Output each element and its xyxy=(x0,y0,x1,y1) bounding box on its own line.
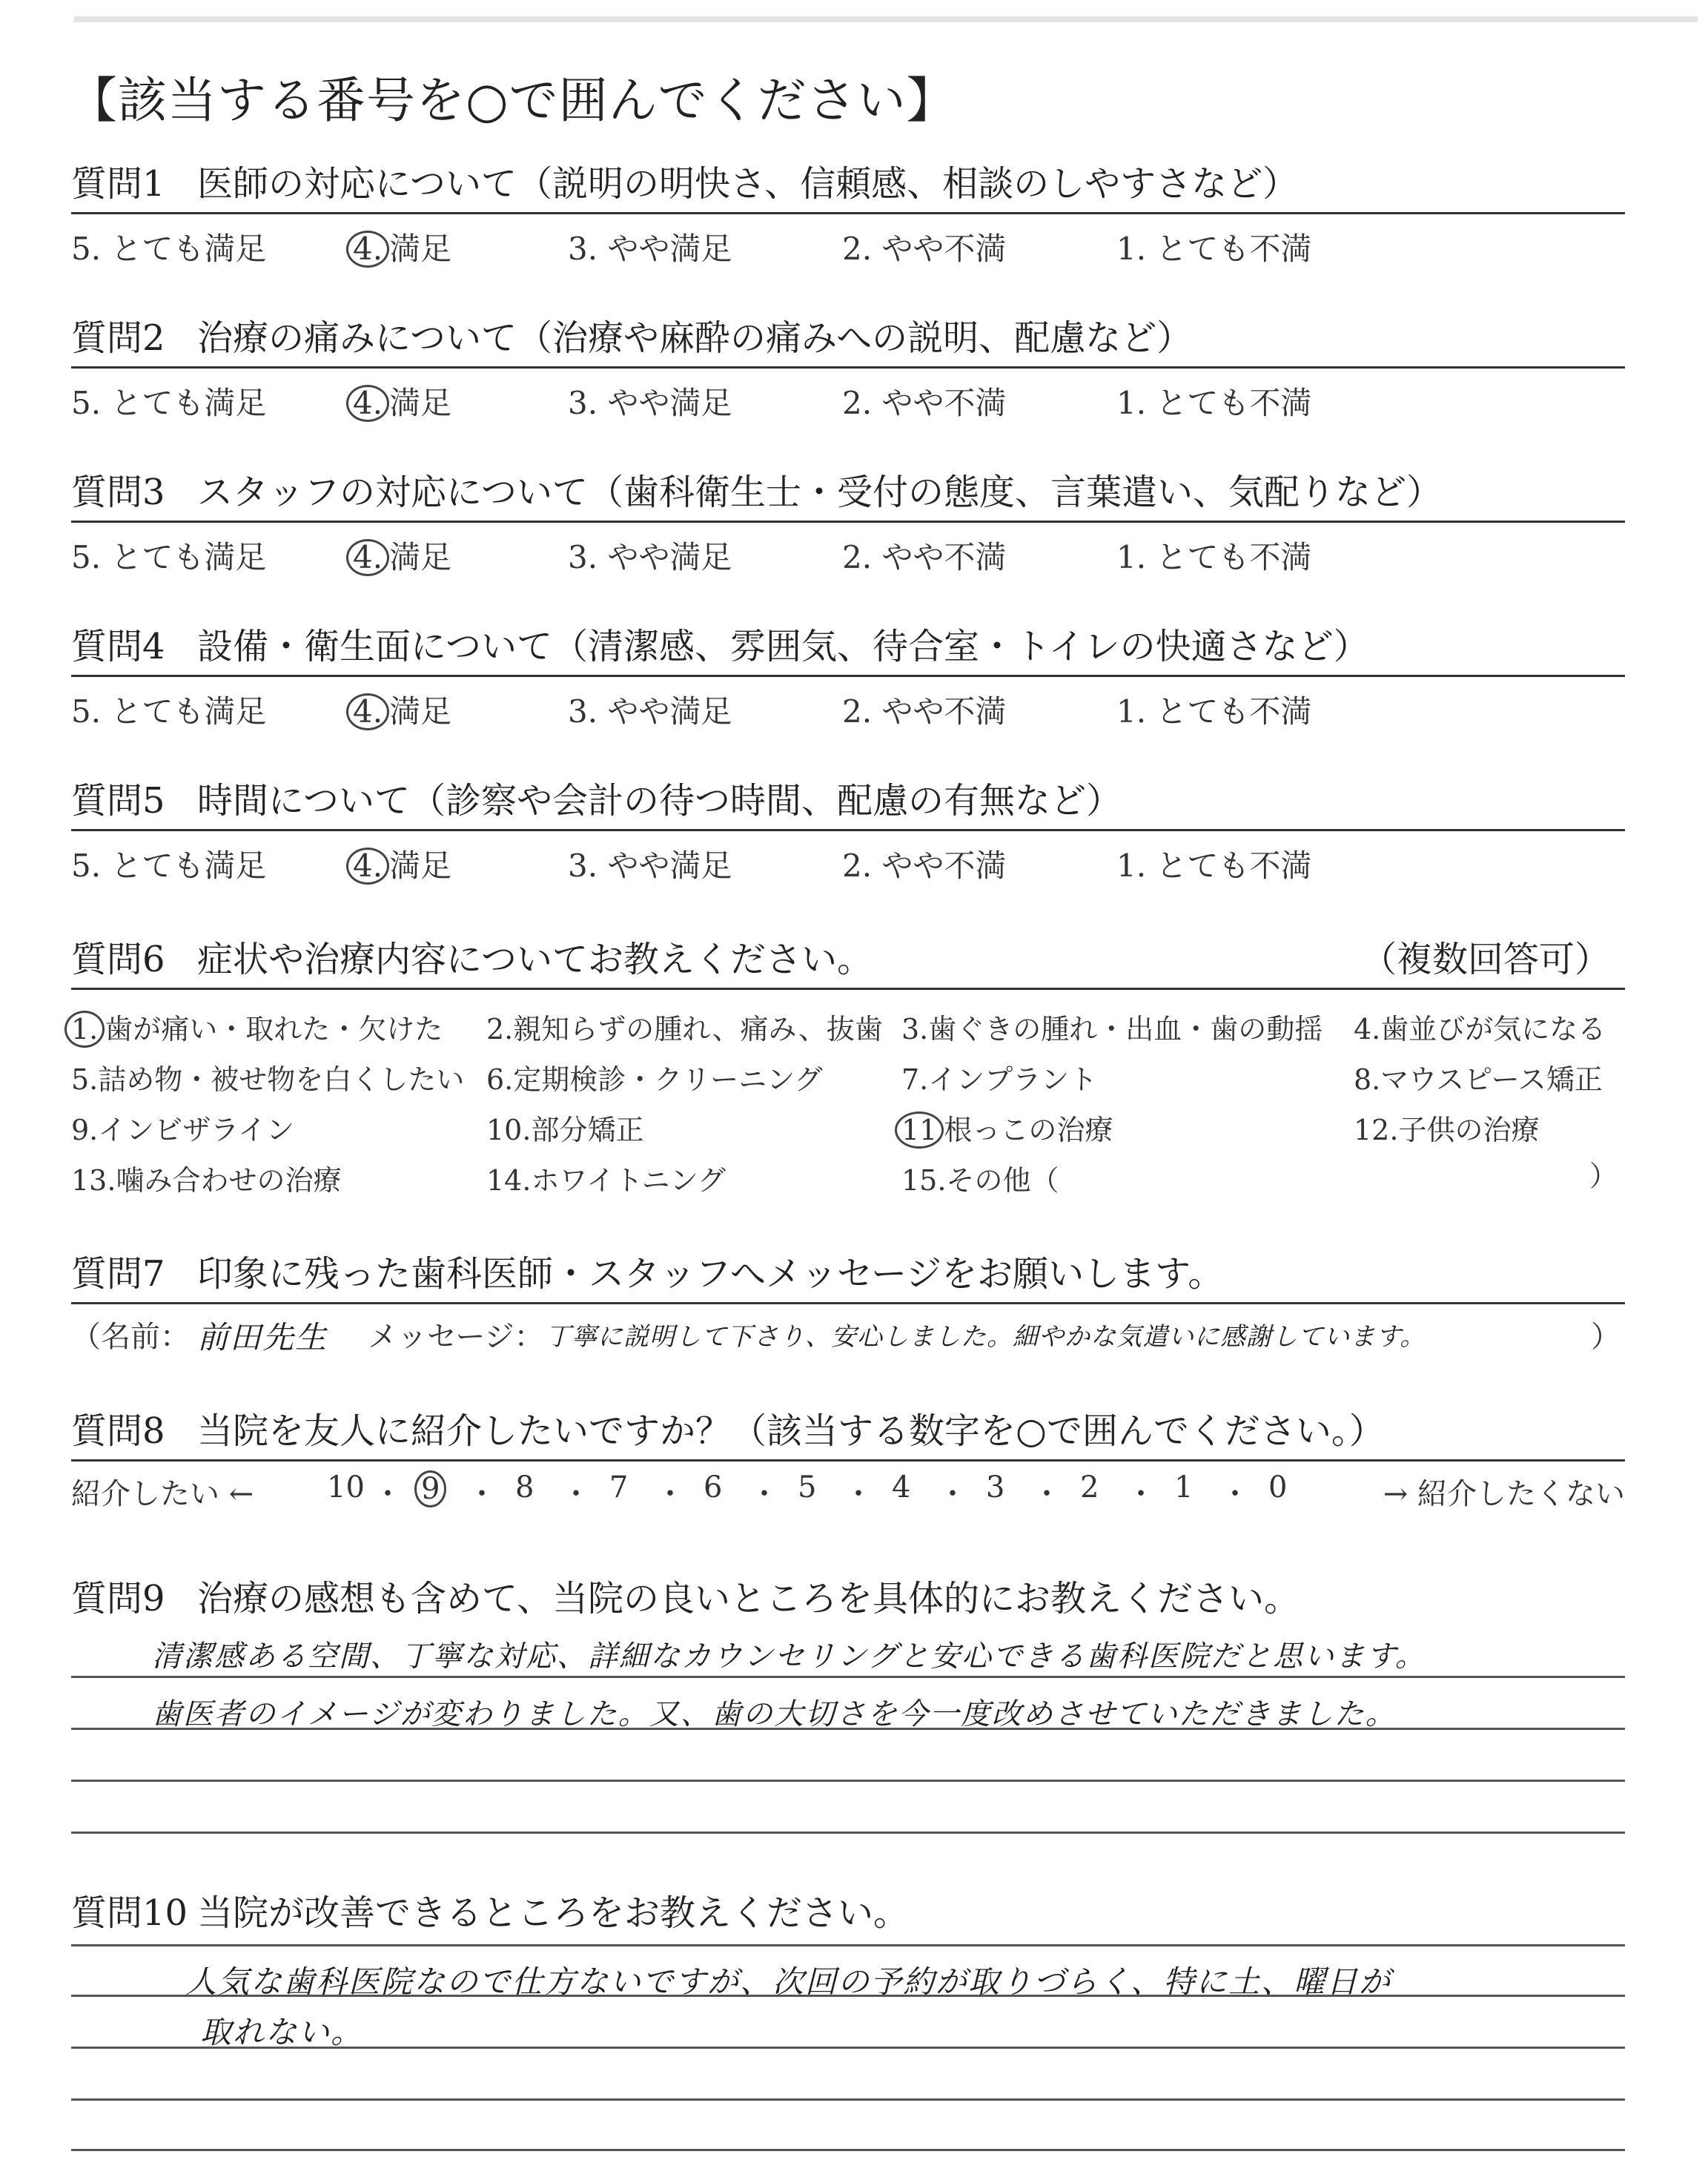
option-label: 歯が痛い・取れた・欠けた xyxy=(105,1013,443,1046)
option-number: 9. xyxy=(71,1114,99,1146)
option-4[interactable] xyxy=(353,687,451,732)
option-label: 定期検診・クリーニング xyxy=(513,1063,823,1096)
option-3[interactable]: 3. やや満足 xyxy=(568,848,732,884)
option-3[interactable]: 3. やや満足 xyxy=(568,693,732,730)
option-3[interactable]: 3. やや満足 xyxy=(568,231,732,267)
selected-circle: 4. xyxy=(346,385,389,422)
option-label: 満足 xyxy=(389,385,452,421)
message-close: ） xyxy=(1591,1320,1621,1354)
top-border xyxy=(74,16,1698,22)
option-5[interactable]: 5. とても満足 xyxy=(71,231,267,267)
option-number: 5. xyxy=(71,1063,99,1096)
selected-circle: 4. xyxy=(346,539,389,576)
option-1[interactable]: 1. とても不満 xyxy=(1116,231,1312,267)
question-number: 質問2 xyxy=(71,317,165,359)
option-5[interactable]: 5. とても満足 xyxy=(71,539,267,575)
option-1[interactable]: 1. とても不満 xyxy=(1116,848,1312,884)
write-line xyxy=(71,1944,1625,1946)
question-number: 質問4 xyxy=(71,626,165,667)
option-label: 部分矯正 xyxy=(531,1114,644,1146)
option-5[interactable]: 5. とても満足 xyxy=(71,385,267,421)
option-label: 噛み合わせの治療 xyxy=(116,1164,342,1197)
scale-number[interactable]: 0 xyxy=(1268,1470,1288,1505)
option-label: 子供の治療 xyxy=(1398,1114,1540,1146)
question-rule xyxy=(71,212,1625,214)
option-5[interactable]: 5. とても満足 xyxy=(71,848,267,884)
treatment-option[interactable] xyxy=(486,1057,823,1097)
selected-circle: 4. xyxy=(346,848,389,885)
question-1 xyxy=(71,160,1625,266)
question-4 xyxy=(71,623,1625,729)
write-line xyxy=(71,2149,1625,2151)
scale-number[interactable]: 8 xyxy=(515,1470,534,1505)
question-7 xyxy=(71,1250,1625,1355)
q10-answer-line-1[interactable]: 人気な歯科医院なので仕方ないですが、次回の予約が取りづらく、特に土、曜日が xyxy=(185,1964,1392,2000)
option-1[interactable]: 1. とても不満 xyxy=(1116,539,1312,575)
scale-separator: ・ xyxy=(938,1477,967,1511)
question-rule xyxy=(71,1302,1625,1304)
option-number: 10. xyxy=(486,1114,532,1146)
option-label: 詰め物・被せ物を白くしたい xyxy=(98,1063,465,1096)
treatment-options xyxy=(71,999,1625,1206)
option-label: 親知らずの腫れ、痛み、抜歯 xyxy=(513,1013,883,1046)
option-number: 13. xyxy=(71,1164,116,1197)
option-number: 8. xyxy=(1354,1063,1381,1096)
question-title: 設備・衛生面について（清潔感、雰囲気、待合室・トイレの快適さなど） xyxy=(197,626,1369,667)
selected-circle: 4. xyxy=(346,231,389,268)
option-label: ホワイトニング xyxy=(531,1164,726,1197)
question-10 xyxy=(71,1889,1625,1937)
rating-options xyxy=(71,379,1625,420)
question-title: スタッフの対応について（歯科衛生士・受付の態度、言葉遣い、気配りなど） xyxy=(197,472,1443,513)
option-2[interactable]: 2. やや不満 xyxy=(842,693,1007,730)
option-number: 14. xyxy=(486,1164,532,1197)
rating-options xyxy=(71,687,1625,729)
question-number: 質問9 xyxy=(71,1578,165,1619)
option-number: 6. xyxy=(486,1063,514,1096)
question-number: 質問1 xyxy=(71,163,165,205)
option-2[interactable]: 2. やや不満 xyxy=(842,231,1007,267)
q9-answer-line-2[interactable]: 歯医者のイメージが変わりました。又、歯の大切さを今一度改めさせていただきました。 xyxy=(152,1697,1397,1731)
scale-number[interactable]: 6 xyxy=(704,1470,723,1505)
scale-separator: ・ xyxy=(1126,1477,1156,1511)
treatment-option[interactable] xyxy=(901,1157,1059,1198)
scale-separator: ・ xyxy=(749,1477,779,1511)
question-3 xyxy=(71,469,1625,575)
question-title: 治療の痛みについて（治療や麻酔の痛みへの説明、配慮など） xyxy=(197,317,1193,359)
scale-number[interactable]: 1 xyxy=(1174,1470,1194,1505)
option-label: 根っこの治療 xyxy=(944,1114,1113,1146)
question-rule xyxy=(71,366,1625,369)
treatment-option[interactable] xyxy=(1354,1107,1539,1148)
question-number: 質問7 xyxy=(71,1253,165,1295)
message-line xyxy=(71,1310,1625,1355)
option-4[interactable] xyxy=(353,379,451,423)
scale-number[interactable]: 3 xyxy=(986,1470,1005,1505)
question-rule xyxy=(71,988,1625,990)
question-number: 質問6 xyxy=(71,939,165,980)
question-title: 当院が改善できるところをお教えください。 xyxy=(197,1892,910,1934)
question-number: 質問5 xyxy=(71,780,165,822)
option-label: 歯並びが気になる xyxy=(1380,1013,1606,1046)
option-3[interactable]: 3. やや満足 xyxy=(568,539,732,575)
question-number: 質問8 xyxy=(71,1410,165,1452)
option-label: 満足 xyxy=(389,231,452,267)
option-number: 12. xyxy=(1354,1114,1399,1146)
q10-answer-line-2[interactable]: 取れない。 xyxy=(200,2014,364,2050)
option-number: 2. xyxy=(486,1013,514,1046)
option-1[interactable]: 1. とても不満 xyxy=(1116,385,1312,421)
treatment-option[interactable] xyxy=(71,1107,294,1148)
option-label: 満足 xyxy=(389,539,452,575)
page-heading: 【該当する番号を○で囲んでください】 xyxy=(68,72,956,129)
write-line xyxy=(71,2098,1625,2101)
option-label: インプラント xyxy=(928,1063,1098,1096)
write-line xyxy=(71,1676,1625,1678)
question-rule xyxy=(71,829,1625,831)
scale-number[interactable]: 2 xyxy=(1080,1470,1099,1505)
treatment-option[interactable] xyxy=(901,1006,1323,1047)
scale-separator: ・ xyxy=(373,1477,403,1511)
question-rule xyxy=(71,521,1625,523)
question-title: 症状や治療内容についてお教えください。 xyxy=(197,939,873,980)
question-rule xyxy=(71,675,1625,677)
option-number: 15. xyxy=(901,1164,947,1197)
treatment-option[interactable] xyxy=(901,1107,1113,1149)
question-title: 印象に残った歯科医師・スタッフへメッセージをお願いします。 xyxy=(197,1253,1224,1295)
question-number: 質問10 xyxy=(71,1892,188,1934)
option-label: その他（ xyxy=(946,1164,1059,1197)
selected-circle: 11 xyxy=(895,1112,944,1149)
recommend-scale xyxy=(71,1470,1625,1515)
question-5 xyxy=(71,777,1625,883)
option-1[interactable]: 1. とても不満 xyxy=(1116,693,1312,730)
rating-options xyxy=(71,225,1625,266)
selected-circle: 4. xyxy=(346,693,389,730)
rating-options xyxy=(71,533,1625,575)
question-6 xyxy=(71,936,1625,1206)
option-label: 満足 xyxy=(389,693,452,730)
option-2[interactable]: 2. やや不満 xyxy=(842,539,1007,575)
name-label: （名前： xyxy=(71,1320,190,1354)
option-2[interactable]: 2. やや不満 xyxy=(842,385,1007,421)
scale-number[interactable]: 7 xyxy=(609,1470,629,1505)
selected-circle: 1. xyxy=(64,1011,105,1048)
treatment-option[interactable] xyxy=(71,1157,341,1198)
question-rule xyxy=(71,1459,1625,1462)
multiple-answer-note: （複数回答可） xyxy=(1360,939,1610,980)
question-8 xyxy=(71,1407,1625,1515)
scale-separator: ・ xyxy=(655,1477,685,1511)
write-line xyxy=(71,1832,1625,1834)
option-label: 歯ぐきの腫れ・出血・歯の動揺 xyxy=(928,1013,1323,1046)
rating-options xyxy=(71,842,1625,883)
question-title: 医師の対応について（説明の明快さ、信頼感、相談のしやすさなど） xyxy=(197,163,1299,205)
treatment-option[interactable] xyxy=(486,1006,883,1047)
option-4[interactable] xyxy=(353,842,451,886)
scale-separator: ・ xyxy=(1032,1477,1062,1511)
option-label: インビザライン xyxy=(98,1114,295,1146)
name-value[interactable]: 前田先生 xyxy=(197,1319,328,1355)
treatment-option[interactable] xyxy=(71,1006,443,1048)
option-number: 3. xyxy=(901,1013,929,1046)
write-line xyxy=(71,1780,1625,1782)
option-label: マウスピース矯正 xyxy=(1380,1063,1603,1096)
treatment-option[interactable] xyxy=(486,1157,726,1198)
message-label: メッセージ： xyxy=(368,1320,544,1354)
scale-number[interactable]: 10 xyxy=(327,1470,365,1505)
question-number: 質問3 xyxy=(71,472,165,513)
question-9 xyxy=(71,1575,1625,1622)
treatment-option[interactable] xyxy=(901,1057,1097,1097)
option-label: 満足 xyxy=(389,848,452,884)
other-close-paren: ） xyxy=(1589,1160,1618,1192)
question-2 xyxy=(71,314,1625,420)
question-title: 治療の感想も含めて、当院の良いところを具体的にお教えください。 xyxy=(197,1578,1300,1619)
option-5[interactable]: 5. とても満足 xyxy=(71,693,267,730)
scale-separator: ・ xyxy=(844,1477,873,1511)
option-number: 4. xyxy=(1354,1013,1381,1046)
scale-number-selected[interactable]: 9 xyxy=(414,1470,446,1507)
treatment-option[interactable] xyxy=(1354,1057,1603,1097)
scale-left-label: 紹介したい ← xyxy=(71,1477,254,1511)
message-value[interactable]: 丁寧に説明して下さり、安心しました。細やかな気遣いに感謝しています。 xyxy=(546,1322,1426,1352)
treatment-option[interactable] xyxy=(486,1107,643,1148)
question-title: 時間について（診察や会計の待つ時間、配慮の有無など） xyxy=(197,780,1122,822)
option-number: 7. xyxy=(901,1063,929,1096)
option-2[interactable]: 2. やや不満 xyxy=(842,848,1007,884)
q9-answer-line-1[interactable]: 清潔感ある空間、丁寧な対応、詳細なカウンセリングと安心できる歯科医院だと思います。 xyxy=(152,1639,1426,1674)
option-3[interactable]: 3. やや満足 xyxy=(568,385,732,421)
option-4[interactable] xyxy=(353,225,451,269)
treatment-option[interactable] xyxy=(1354,1006,1606,1047)
scale-separator: ・ xyxy=(1220,1477,1250,1511)
scale-number[interactable]: 4 xyxy=(892,1470,911,1505)
scale-separator: ・ xyxy=(561,1477,591,1511)
scale-number[interactable]: 5 xyxy=(798,1470,817,1505)
scale-separator: ・ xyxy=(467,1477,497,1511)
question-title: 当院を友人に紹介したいですか？（該当する数字を○で囲んでください。） xyxy=(197,1410,1385,1452)
treatment-option[interactable] xyxy=(71,1057,464,1097)
option-4[interactable] xyxy=(353,533,451,578)
scale-right-label: → 紹介したくない xyxy=(1383,1477,1625,1511)
